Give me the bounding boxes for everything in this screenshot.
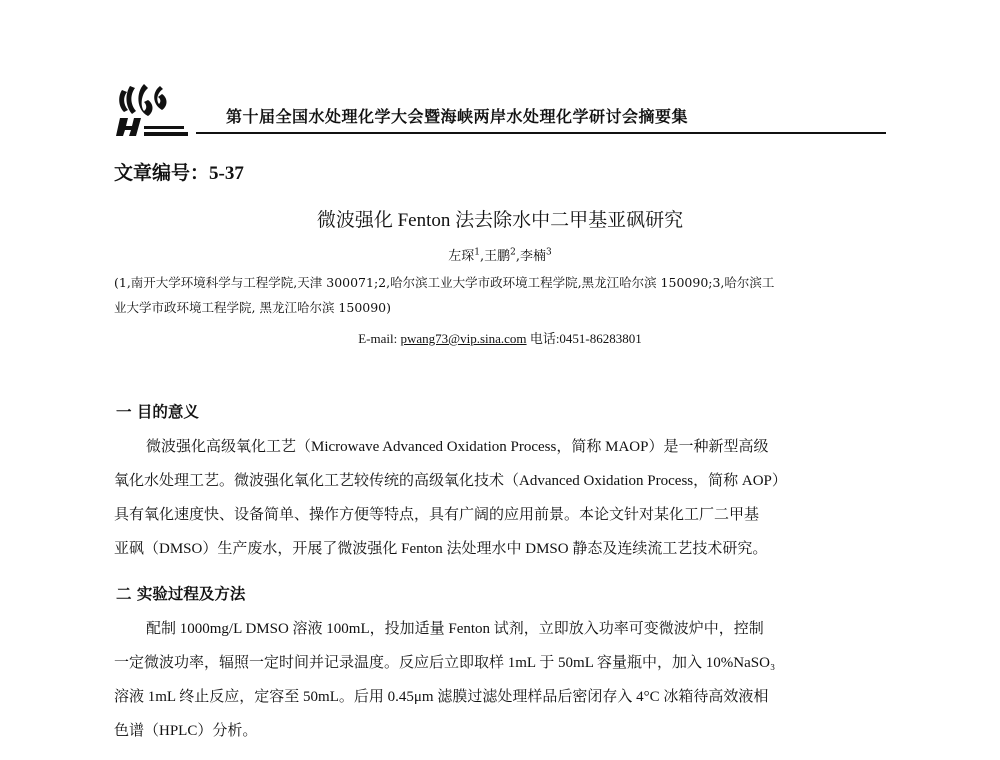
paragraph-line: 一定微波功率，辐照一定时间并记录温度。反应后立即取样 1mL 于 50mL 容量瓶中，加入 10%NaSO₃ <box>114 655 776 671</box>
author-name: ,李楠 <box>515 249 547 264</box>
author-affil-mark: 2 <box>510 247 516 258</box>
affiliation-line: (1,南开大学环境科学与工程学院,天津 300071;2,哈尔滨工业大学市政环境工程学院,黑龙江哈尔滨 150090;3,哈尔滨工 <box>114 275 775 290</box>
contact-line <box>0 328 1000 347</box>
conference-logo <box>114 80 206 138</box>
article-number-value: 5-37 <box>209 163 244 184</box>
article-number-label: 文章编号： <box>114 162 210 184</box>
author-affil-mark: 1 <box>474 247 480 258</box>
paper-title: 微波强化 Fenton 法去除水中二甲基亚砜研究 <box>316 210 684 231</box>
section-heading: 一 目的意义 <box>116 403 199 421</box>
section-heading: 二 实验过程及方法 <box>116 585 246 603</box>
paragraph-line: 具有氧化速度快、设备简单、操作方便等特点，具有广阔的应用前景。本论文针对某化工厂二甲基 <box>114 507 760 523</box>
author-name: 左琛 <box>448 249 475 264</box>
section-paragraph <box>114 430 889 566</box>
paragraph-line: 微波强化高级氧化工艺（Microwave Advanced Oxidation Process，简称 MAOP）是一种新型高级 <box>146 439 769 455</box>
paragraph-line: 溶液 1mL 终止反应，定容至 50mL。后用 0.45μm 滤膜过滤处理样品后密闭存入 4°C 冰箱待高效液相 <box>114 689 769 705</box>
author-affil-mark: 3 <box>546 247 552 258</box>
author-name: ,王鹏 <box>480 249 511 264</box>
paragraph-line: 亚砜（DMSO）生产废水，开展了微波强化 Fenton 法处理水中 DMSO 静态及连续流工艺技术研究。 <box>114 541 768 557</box>
email-label: E-mail: <box>358 331 401 346</box>
email-link[interactable]: pwang73@vip.sina.com <box>400 331 527 346</box>
article-number <box>114 158 244 185</box>
header-divider <box>196 132 886 134</box>
affiliations <box>114 270 889 320</box>
paragraph-line: 配制 1000mg/L DMSO 溶液 100mL，投加适量 Fenton 试剂，立即放入功率可变微波炉中，控制 <box>146 621 764 637</box>
affiliation-line: 业大学市政环境工程学院, 黑龙江哈尔滨 150090) <box>114 300 392 315</box>
author-list <box>0 245 1000 264</box>
conference-title: 第十届全国水处理化学大会暨海峡两岸水处理化学研讨会摘要集 <box>226 107 689 126</box>
paragraph-line: 色谱（HPLC）分析。 <box>114 723 258 739</box>
paragraph-line: 氧化水处理工艺。微波强化氧化工艺较传统的高级氧化技术（Advanced Oxidation Process，简称 AOP） <box>114 473 787 489</box>
phone-number: 电话:0451-86283801 <box>526 331 642 346</box>
section-paragraph <box>114 612 889 748</box>
